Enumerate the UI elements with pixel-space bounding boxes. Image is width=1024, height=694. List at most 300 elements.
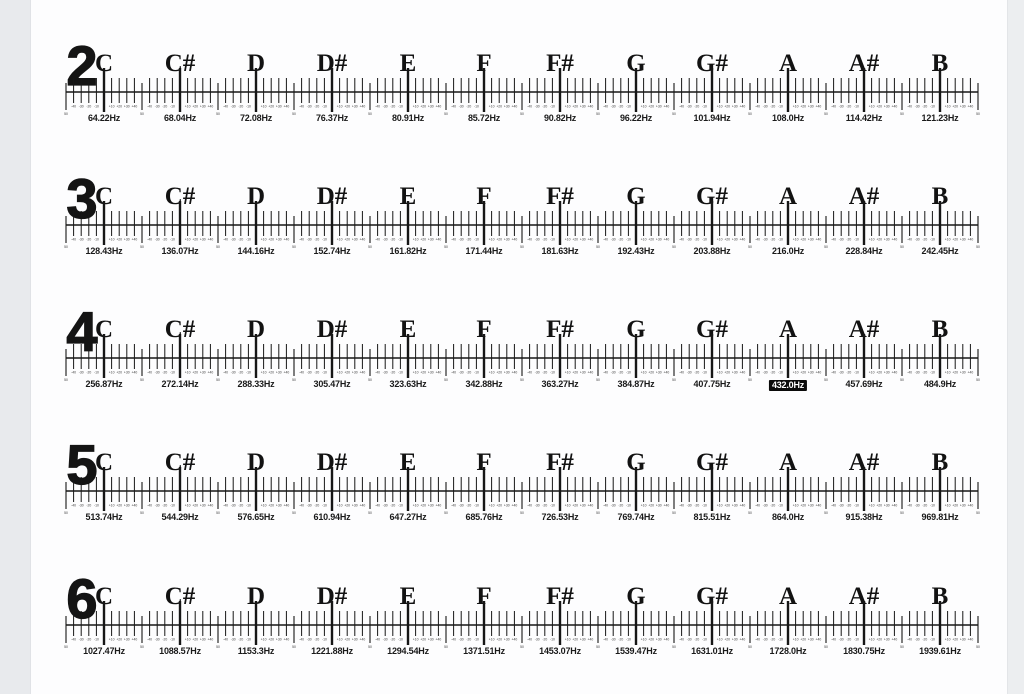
cents-tick-label: 50 xyxy=(672,645,676,649)
cents-tick-label: -30 xyxy=(686,104,692,109)
cents-tick-label: 50 xyxy=(140,511,144,515)
cents-tick-label: +30 xyxy=(123,370,130,375)
cents-tick-label: -10 xyxy=(853,237,859,242)
cents-tick-label: 50 xyxy=(520,245,524,249)
cents-tick-label: +10 xyxy=(108,104,115,109)
cents-tick-label: -40 xyxy=(71,104,77,109)
cents-tick-label: -40 xyxy=(755,503,761,508)
frequency-label: 1294.54Hz xyxy=(387,646,429,656)
note-label: G# xyxy=(696,583,728,610)
note-label: F# xyxy=(546,316,574,343)
cents-tick-label: 50 xyxy=(444,112,448,116)
cents-tick-label: -30 xyxy=(382,637,388,642)
note-label: G xyxy=(626,316,646,343)
frequency-label: 96.22Hz xyxy=(619,113,653,123)
cents-tick-label: +20 xyxy=(800,237,807,242)
cents-tick-label: 50 xyxy=(900,378,904,382)
cents-tick-label: +10 xyxy=(336,104,343,109)
frequency-label: 1539.47Hz xyxy=(615,646,657,656)
cents-tick-label: +20 xyxy=(952,370,959,375)
frequency-label: 68.04Hz xyxy=(163,113,197,123)
cents-tick-label: 50 xyxy=(672,378,676,382)
cents-tick-label: +20 xyxy=(268,637,275,642)
cents-tick-label: -30 xyxy=(306,104,312,109)
cents-tick-label: -10 xyxy=(701,503,707,508)
cents-tick-label: +40 xyxy=(207,104,214,109)
cents-tick-label: -40 xyxy=(755,237,761,242)
cents-tick-label: +20 xyxy=(344,104,351,109)
cents-tick-label: +10 xyxy=(488,370,495,375)
cents-tick-label: -10 xyxy=(245,370,251,375)
cents-tick-label: +20 xyxy=(876,237,883,242)
cents-tick-label: -10 xyxy=(777,237,783,242)
cents-tick-label: +20 xyxy=(192,503,199,508)
cents-tick-label: +10 xyxy=(488,637,495,642)
cents-tick-label: -20 xyxy=(542,637,548,642)
cents-tick-label: 50 xyxy=(900,645,904,649)
cents-tick-label: -30 xyxy=(610,237,616,242)
cents-tick-label: +20 xyxy=(192,370,199,375)
cents-tick-label: +20 xyxy=(724,237,731,242)
frequency-label: 64.22Hz xyxy=(87,113,121,123)
cents-tick-label: -20 xyxy=(846,104,852,109)
note-label: G xyxy=(626,183,646,210)
cents-tick-label: -40 xyxy=(71,637,77,642)
cents-tick-label: +30 xyxy=(275,104,282,109)
cents-tick-label: +40 xyxy=(739,237,746,242)
cents-tick-label: +40 xyxy=(891,503,898,508)
cents-tick-label: -10 xyxy=(853,370,859,375)
frequency-label: 242.45Hz xyxy=(921,246,959,256)
cents-tick-label: +10 xyxy=(716,237,723,242)
cents-tick-label: +40 xyxy=(207,503,214,508)
note-label: D xyxy=(246,316,266,343)
cents-tick-label: -10 xyxy=(929,370,935,375)
cents-tick-label: -30 xyxy=(686,503,692,508)
ruler xyxy=(0,197,1024,253)
cents-tick-label: -40 xyxy=(147,104,153,109)
note-label: D# xyxy=(316,183,348,210)
cents-tick-label: -30 xyxy=(458,503,464,508)
cents-tick-label: -10 xyxy=(321,637,327,642)
cents-tick-label: -40 xyxy=(527,370,533,375)
cents-tick-label: -30 xyxy=(914,503,920,508)
cents-tick-label: +30 xyxy=(883,637,890,642)
cents-tick-label: -10 xyxy=(169,237,175,242)
frequency-label: 915.38Hz xyxy=(845,512,883,522)
cents-tick-label: -10 xyxy=(397,503,403,508)
cents-tick-label: +40 xyxy=(663,104,670,109)
cents-tick-label: +20 xyxy=(572,104,579,109)
cents-tick-label: -20 xyxy=(238,237,244,242)
cents-tick-label: +40 xyxy=(739,637,746,642)
cents-tick-label: +10 xyxy=(640,637,647,642)
cents-tick-label: +10 xyxy=(488,503,495,508)
note-label: G# xyxy=(696,50,728,77)
cents-tick-label: +20 xyxy=(724,370,731,375)
cents-tick-label: +30 xyxy=(655,637,662,642)
cents-tick-label: -30 xyxy=(458,370,464,375)
cents-tick-label: +30 xyxy=(807,503,814,508)
cents-tick-label: -40 xyxy=(907,104,913,109)
cents-tick-label: 50 xyxy=(444,378,448,382)
cents-tick-label: -30 xyxy=(154,503,160,508)
cents-tick-label: -10 xyxy=(473,104,479,109)
cents-tick-label: +10 xyxy=(488,104,495,109)
cents-tick-label: +20 xyxy=(344,637,351,642)
cents-tick-label: -40 xyxy=(679,637,685,642)
note-label: G xyxy=(626,449,646,476)
cents-tick-label: +30 xyxy=(655,237,662,242)
cents-tick-label: +40 xyxy=(891,370,898,375)
cents-tick-label: -10 xyxy=(853,503,859,508)
cents-tick-label: -20 xyxy=(86,237,92,242)
cents-tick-label: -30 xyxy=(382,104,388,109)
frequency-label: 161.82Hz xyxy=(389,246,427,256)
frequency-label: 216.0Hz xyxy=(771,246,805,256)
note-label: F# xyxy=(546,50,574,77)
cents-tick-label: -30 xyxy=(230,503,236,508)
cents-tick-label: +30 xyxy=(427,637,434,642)
cents-tick-label: 50 xyxy=(976,378,980,382)
cents-tick-label: +30 xyxy=(503,503,510,508)
note-label: D# xyxy=(316,583,348,610)
cents-tick-label: -40 xyxy=(299,370,305,375)
cents-tick-label: -10 xyxy=(397,104,403,109)
note-label: G xyxy=(626,50,646,77)
cents-tick-label: +20 xyxy=(496,104,503,109)
cents-tick-label: +40 xyxy=(587,637,594,642)
cents-tick-label: +20 xyxy=(572,370,579,375)
cents-tick-label: 50 xyxy=(748,511,752,515)
cents-tick-label: +20 xyxy=(572,637,579,642)
cents-tick-label: -10 xyxy=(701,637,707,642)
cents-tick-label: -30 xyxy=(534,370,540,375)
note-label: E xyxy=(399,50,417,77)
cents-tick-label: 50 xyxy=(520,511,524,515)
cents-tick-label: -30 xyxy=(306,237,312,242)
cents-tick-label: +40 xyxy=(435,237,442,242)
cents-tick-label: +10 xyxy=(716,104,723,109)
cents-tick-label: +40 xyxy=(891,237,898,242)
frequency-label: 1830.75Hz xyxy=(843,646,885,656)
cents-tick-label: -10 xyxy=(625,503,631,508)
cents-tick-label: -10 xyxy=(549,637,555,642)
note-label: F xyxy=(476,449,492,476)
cents-tick-label: +10 xyxy=(564,370,571,375)
cents-tick-label: +40 xyxy=(815,370,822,375)
frequency-label: 101.94Hz xyxy=(693,113,731,123)
cents-tick-label: -10 xyxy=(929,237,935,242)
cents-tick-label: -30 xyxy=(458,237,464,242)
cents-tick-label: +40 xyxy=(131,370,138,375)
frequency-label: 1153.3Hz xyxy=(237,646,275,656)
cents-tick-label: +20 xyxy=(876,637,883,642)
cents-tick-label: -30 xyxy=(534,237,540,242)
note-label: F xyxy=(476,183,492,210)
note-label: F# xyxy=(546,583,574,610)
cents-tick-label: +30 xyxy=(883,503,890,508)
note-label: D# xyxy=(316,50,348,77)
frequency-label: 647.27Hz xyxy=(389,512,427,522)
cents-tick-label: -10 xyxy=(93,503,99,508)
note-label: A# xyxy=(848,183,880,210)
cents-tick-label: -10 xyxy=(625,104,631,109)
cents-tick-label: -40 xyxy=(831,370,837,375)
cents-tick-label: +40 xyxy=(359,637,366,642)
cents-tick-label: +10 xyxy=(564,503,571,508)
cents-tick-label: +20 xyxy=(952,104,959,109)
cents-tick-label: -10 xyxy=(93,637,99,642)
cents-tick-label: +20 xyxy=(648,237,655,242)
cents-tick-label: +10 xyxy=(640,237,647,242)
cents-tick-label: 50 xyxy=(824,378,828,382)
cents-tick-label: -40 xyxy=(603,503,609,508)
note-label: C# xyxy=(164,449,196,476)
cents-tick-label: +40 xyxy=(511,237,518,242)
cents-tick-label: +10 xyxy=(944,237,951,242)
octave-number: 3 xyxy=(66,167,96,230)
cents-tick-label: -30 xyxy=(154,104,160,109)
cents-tick-label: -20 xyxy=(618,237,624,242)
cents-tick-label: +30 xyxy=(503,370,510,375)
cents-tick-label: +20 xyxy=(648,104,655,109)
cents-tick-label: +10 xyxy=(792,237,799,242)
ruler xyxy=(0,330,1024,386)
note-label: C# xyxy=(164,316,196,343)
cents-tick-label: +30 xyxy=(275,637,282,642)
cents-tick-label: 50 xyxy=(976,112,980,116)
cents-tick-label: -30 xyxy=(838,637,844,642)
frequency-label: 144.16Hz xyxy=(237,246,275,256)
cents-tick-label: +20 xyxy=(800,104,807,109)
cents-tick-label: 50 xyxy=(824,645,828,649)
cents-tick-label: 50 xyxy=(520,112,524,116)
cents-tick-label: -40 xyxy=(755,104,761,109)
cents-tick-label: +30 xyxy=(275,503,282,508)
cents-tick-label: -30 xyxy=(610,503,616,508)
note-label: G# xyxy=(696,316,728,343)
cents-tick-label: -10 xyxy=(169,104,175,109)
cents-tick-label: +40 xyxy=(739,370,746,375)
cents-tick-label: -10 xyxy=(853,637,859,642)
frequency-label: 121.23Hz xyxy=(921,113,959,123)
cents-tick-label: -30 xyxy=(78,104,84,109)
cents-tick-label: -10 xyxy=(169,370,175,375)
cents-tick-label: -20 xyxy=(618,104,624,109)
cents-tick-label: -20 xyxy=(314,503,320,508)
cents-tick-label: -30 xyxy=(838,104,844,109)
cents-tick-label: +40 xyxy=(131,503,138,508)
cents-tick-label: -20 xyxy=(314,237,320,242)
cents-tick-label: +10 xyxy=(868,104,875,109)
cents-tick-label: -10 xyxy=(321,104,327,109)
cents-tick-label: 50 xyxy=(672,511,676,515)
cents-tick-label: -20 xyxy=(238,637,244,642)
frequency-label: 128.43Hz xyxy=(85,246,123,256)
cents-tick-label: -30 xyxy=(762,637,768,642)
cents-tick-label: 50 xyxy=(292,112,296,116)
cents-tick-label: -40 xyxy=(147,637,153,642)
cents-tick-label: +30 xyxy=(807,370,814,375)
cents-tick-label: -20 xyxy=(86,637,92,642)
cents-tick-label: +20 xyxy=(344,237,351,242)
frequency-label: 288.33Hz xyxy=(237,379,275,389)
cents-tick-label: -20 xyxy=(466,637,472,642)
octave-number: 2 xyxy=(66,34,96,97)
cents-tick-label: -20 xyxy=(314,637,320,642)
cents-tick-label: +30 xyxy=(579,637,586,642)
frequency-label: 1371.51Hz xyxy=(463,646,505,656)
cents-tick-label: +20 xyxy=(724,104,731,109)
cents-tick-label: -20 xyxy=(618,637,624,642)
cents-tick-label: -20 xyxy=(846,637,852,642)
cents-tick-label: -40 xyxy=(451,637,457,642)
cents-tick-label: +10 xyxy=(792,370,799,375)
cents-tick-label: +30 xyxy=(351,104,358,109)
note-label: E xyxy=(399,183,417,210)
frequency-label: 203.88Hz xyxy=(693,246,731,256)
cents-tick-label: -30 xyxy=(838,370,844,375)
cents-tick-label: -30 xyxy=(154,370,160,375)
cents-tick-label: +40 xyxy=(967,503,974,508)
frequency-label: 576.65Hz xyxy=(237,512,275,522)
cents-tick-label: -40 xyxy=(907,370,913,375)
cents-tick-label: 50 xyxy=(292,245,296,249)
cents-tick-label: +20 xyxy=(496,503,503,508)
cents-tick-label: -10 xyxy=(93,237,99,242)
cents-tick-label: -10 xyxy=(397,370,403,375)
cents-tick-label: 50 xyxy=(596,645,600,649)
note-label: C xyxy=(94,50,114,77)
cents-tick-label: +10 xyxy=(108,503,115,508)
cents-tick-label: +30 xyxy=(427,503,434,508)
note-label: D# xyxy=(316,316,348,343)
cents-tick-label: 50 xyxy=(140,245,144,249)
frequency-label: 114.42Hz xyxy=(845,113,883,123)
cents-tick-label: -40 xyxy=(527,503,533,508)
frequency-label: 85.72Hz xyxy=(467,113,501,123)
cents-tick-label: +40 xyxy=(587,370,594,375)
cents-tick-label: -10 xyxy=(549,503,555,508)
cents-tick-label: -10 xyxy=(321,370,327,375)
cents-tick-label: -20 xyxy=(162,370,168,375)
cents-tick-label: -10 xyxy=(93,370,99,375)
cents-tick-label: -30 xyxy=(382,237,388,242)
cents-tick-label: +40 xyxy=(207,637,214,642)
frequency-label: 171.44Hz xyxy=(465,246,503,256)
cents-tick-label: -20 xyxy=(922,503,928,508)
cents-tick-label: -30 xyxy=(306,503,312,508)
cents-tick-label: 50 xyxy=(444,645,448,649)
cents-tick-label: +30 xyxy=(123,104,130,109)
cents-tick-label: +20 xyxy=(268,237,275,242)
cents-tick-label: +30 xyxy=(503,637,510,642)
note-label: C# xyxy=(164,583,196,610)
cents-tick-label: +10 xyxy=(184,237,191,242)
frequency-label: 769.74Hz xyxy=(617,512,655,522)
cents-tick-label: +10 xyxy=(412,370,419,375)
cents-tick-label: -40 xyxy=(679,104,685,109)
cents-tick-label: +20 xyxy=(420,237,427,242)
cents-tick-label: -10 xyxy=(473,503,479,508)
cents-tick-label: +30 xyxy=(731,237,738,242)
cents-tick-label: -40 xyxy=(451,104,457,109)
cents-tick-label: +20 xyxy=(724,637,731,642)
cents-tick-label: +10 xyxy=(944,637,951,642)
cents-tick-label: -10 xyxy=(853,104,859,109)
cents-tick-label: -30 xyxy=(78,237,84,242)
cents-tick-label: -30 xyxy=(762,503,768,508)
frequency-label: 1088.57Hz xyxy=(159,646,201,656)
cents-tick-label: +30 xyxy=(883,104,890,109)
cents-tick-label: -30 xyxy=(914,237,920,242)
cents-tick-label: 50 xyxy=(368,245,372,249)
cents-tick-label: 50 xyxy=(140,378,144,382)
cents-tick-label: +20 xyxy=(420,637,427,642)
cents-tick-label: -40 xyxy=(71,370,77,375)
cents-tick-label: -30 xyxy=(838,237,844,242)
cents-tick-label: -40 xyxy=(375,370,381,375)
cents-tick-label: +40 xyxy=(207,370,214,375)
frequency-label-highlighted: 432.0Hz xyxy=(769,380,807,391)
cents-tick-label: +40 xyxy=(207,237,214,242)
cents-tick-label: +40 xyxy=(967,237,974,242)
cents-tick-label: -40 xyxy=(907,637,913,642)
cents-tick-label: +20 xyxy=(724,503,731,508)
note-label: C# xyxy=(164,50,196,77)
cents-tick-label: -40 xyxy=(603,370,609,375)
cents-tick-label: +10 xyxy=(412,503,419,508)
cents-tick-label: -30 xyxy=(686,237,692,242)
frequency-label: 1453.07Hz xyxy=(539,646,581,656)
cents-tick-label: -10 xyxy=(929,104,935,109)
cents-tick-label: -40 xyxy=(375,637,381,642)
cents-tick-label: +10 xyxy=(944,503,951,508)
cents-tick-label: 50 xyxy=(748,112,752,116)
cents-tick-label: +20 xyxy=(876,370,883,375)
note-label: G xyxy=(626,583,646,610)
frequency-label: 228.84Hz xyxy=(845,246,883,256)
cents-tick-label: +30 xyxy=(959,237,966,242)
frequency-label: 72.08Hz xyxy=(239,113,273,123)
cents-tick-label: 50 xyxy=(520,378,524,382)
cents-tick-label: -20 xyxy=(618,503,624,508)
cents-tick-label: -40 xyxy=(223,503,229,508)
cents-tick-label: +30 xyxy=(351,503,358,508)
cents-tick-label: +40 xyxy=(359,237,366,242)
cents-tick-label: +20 xyxy=(192,104,199,109)
cents-tick-label: +20 xyxy=(572,503,579,508)
cents-tick-label: +30 xyxy=(959,370,966,375)
cents-tick-label: -20 xyxy=(770,370,776,375)
cents-tick-label: +40 xyxy=(663,503,670,508)
octave-row xyxy=(0,399,1024,532)
cents-tick-label: -20 xyxy=(846,370,852,375)
cents-tick-label: +30 xyxy=(959,503,966,508)
cents-tick-label: -30 xyxy=(534,104,540,109)
cents-tick-label: -40 xyxy=(603,104,609,109)
cents-tick-label: +40 xyxy=(283,237,290,242)
cents-tick-label: -20 xyxy=(922,104,928,109)
cents-tick-label: +30 xyxy=(807,104,814,109)
cents-tick-label: -30 xyxy=(230,237,236,242)
frequency-label: 1631.01Hz xyxy=(691,646,733,656)
frequency-label: 342.88Hz xyxy=(465,379,503,389)
cents-tick-label: 50 xyxy=(672,245,676,249)
cents-tick-label: +30 xyxy=(351,237,358,242)
cents-tick-label: +30 xyxy=(199,503,206,508)
